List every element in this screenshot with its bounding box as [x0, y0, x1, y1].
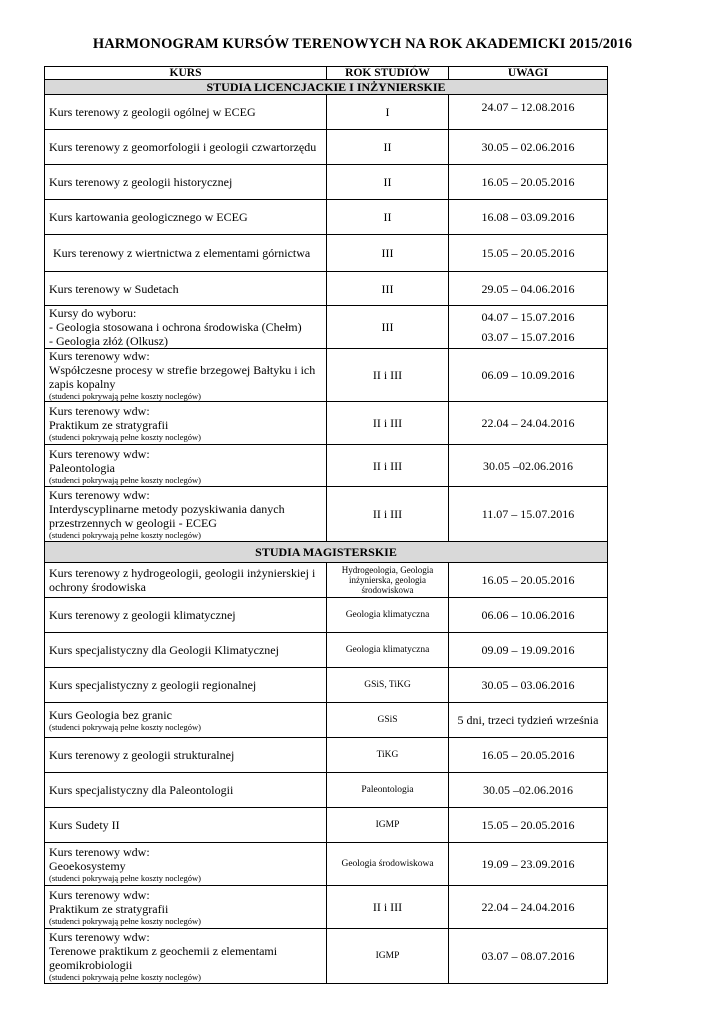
course-name: Kurs specjalistyczny dla Paleontologii [45, 773, 327, 808]
table-row [45, 598, 608, 633]
course-name-line: Kurs terenowy wdw: [49, 349, 150, 363]
course-note: (studenci pokrywają pełne koszty noclegów) [49, 391, 202, 401]
course-name [45, 843, 327, 886]
course-specialization: TiKG [327, 738, 449, 773]
table-row [45, 349, 608, 402]
course-dates: 06.06 – 10.06.2016 [449, 598, 608, 633]
course-year: II i III [327, 349, 449, 402]
course-name-line: Praktikum ze stratygrafii [49, 418, 169, 432]
course-name-line: - Geologia złóż (Olkusz) [49, 334, 168, 348]
course-name: Kurs terenowy z geomorfologii i geologii czwartorzędu [45, 130, 327, 165]
course-specialization: GSiS [327, 703, 449, 738]
course-note: (studenci pokrywają pełne koszty noclegów) [49, 916, 202, 926]
course-name: Kurs terenowy w Sudetach [45, 272, 327, 306]
table-row [45, 487, 608, 542]
course-year: II [327, 200, 449, 235]
table-row [45, 402, 608, 445]
course-year: III [327, 306, 449, 349]
course-name-line: Interdyscyplinarne metody pozyskiwania danych przestrzennych w geologii - ECEG [49, 502, 285, 530]
course-year: II i III [327, 886, 449, 929]
table-row [45, 165, 608, 200]
table-row [45, 272, 608, 306]
section-row [45, 80, 608, 95]
course-dates [449, 306, 608, 349]
course-dates: 22.04 – 24.04.2016 [449, 886, 608, 929]
section-title: STUDIA LICENCJACKIE I INŻYNIERSKIE [45, 80, 608, 95]
course-name [45, 402, 327, 445]
page-title: HARMONOGRAM KURSÓW TERENOWYCH NA ROK AKADEMICKI 2015/2016 [92, 36, 633, 52]
course-year: II i III [327, 487, 449, 542]
course-note: (studenci pokrywają pełne koszty noclegów) [49, 972, 202, 982]
section-title: STUDIA MAGISTERSKIE [45, 542, 608, 563]
course-name [45, 886, 327, 929]
course-name: Kurs kartowania geologicznego w ECEG [45, 200, 327, 235]
course-dates: 30.05 – 02.06.2016 [449, 130, 608, 165]
course-specialization: Hydrogeologia, Geologia inżynierska, geologia środowiskowa [327, 563, 449, 598]
course-dates: 15.05 – 20.05.2016 [449, 235, 608, 272]
course-name: Kurs specjalistyczny z geologii regionalnej [45, 668, 327, 703]
course-year: III [327, 272, 449, 306]
course-note: (studenci pokrywają pełne koszty noclegów) [49, 530, 202, 540]
course-dates: 30.05 –02.06.2016 [449, 445, 608, 487]
header-row [45, 67, 608, 80]
course-dates: 19.09 – 23.09.2016 [449, 843, 608, 886]
course-name [45, 445, 327, 487]
course-name-line: Współczesne procesy w strefie brzegowej Bałtyku i ich zapis kopalny [49, 363, 316, 391]
table-row [45, 668, 608, 703]
course-name-line: Kurs terenowy wdw: [49, 488, 150, 502]
table-row [45, 95, 608, 130]
course-name-line: Kursy do wyboru: [49, 306, 137, 320]
course-date-line: 04.07 – 15.07.2016 [481, 310, 575, 324]
section-row [45, 542, 608, 563]
course-note: (studenci pokrywają pełne koszty noclegów) [49, 432, 202, 442]
course-name: Kurs Sudety II [45, 808, 327, 843]
course-year: II i III [327, 445, 449, 487]
course-dates: 16.05 – 20.05.2016 [449, 738, 608, 773]
course-name [45, 703, 327, 738]
course-dates: 5 dni, trzeci tydzień września [449, 703, 608, 738]
course-name: Kurs terenowy z wiertnictwa z elementami górnictwa [45, 235, 327, 272]
table-row [45, 633, 608, 668]
course-specialization: Paleontologia [327, 773, 449, 808]
table-row [45, 886, 608, 929]
course-name-line: Kurs terenowy wdw: [49, 930, 150, 944]
header-rok: ROK STUDIÓW [327, 67, 449, 80]
course-dates: 30.05 –02.06.2016 [449, 773, 608, 808]
table-row [45, 703, 608, 738]
course-name: Kurs terenowy z hydrogeologii, geologii inżynierskiej i ochrony środowiska [45, 563, 327, 598]
course-name-line: Kurs terenowy wdw: [49, 404, 150, 418]
header-kurs: KURS [45, 67, 327, 80]
table-row [45, 130, 608, 165]
course-dates: 16.05 – 20.05.2016 [449, 165, 608, 200]
course-name-line: Paleontologia [49, 460, 115, 475]
table-row [45, 563, 608, 598]
course-dates: 15.05 – 20.05.2016 [449, 808, 608, 843]
table-row [45, 445, 608, 487]
course-dates: 16.08 – 03.09.2016 [449, 200, 608, 235]
course-specialization: Geologia środowiskowa [327, 843, 449, 886]
course-name-line: Kurs terenowy wdw: [49, 446, 150, 461]
course-date-line: 03.07 – 15.07.2016 [481, 330, 575, 344]
table-row [45, 200, 608, 235]
course-name-line: Kurs terenowy wdw: [49, 845, 150, 859]
course-specialization: Geologia klimatyczna [327, 633, 449, 668]
table-row [45, 843, 608, 886]
course-name-line: Kurs Geologia bez granic [49, 708, 172, 722]
course-name-line: Geoekosystemy [49, 859, 126, 873]
course-name: Kurs specjalistyczny dla Geologii Klimatycznej [45, 633, 327, 668]
course-name [45, 929, 327, 984]
table-row [45, 808, 608, 843]
table-row [45, 235, 608, 272]
course-name-line: Kurs terenowy wdw: [49, 888, 150, 902]
course-year: II [327, 165, 449, 200]
course-name: Kurs terenowy z geologii historycznej [45, 165, 327, 200]
course-name: Kurs terenowy z geologii strukturalnej [45, 738, 327, 773]
course-note: (studenci pokrywają pełne koszty noclegów) [49, 873, 202, 883]
course-dates: 30.05 – 03.06.2016 [449, 668, 608, 703]
table-row [45, 773, 608, 808]
course-dates: 06.09 – 10.09.2016 [449, 349, 608, 402]
course-dates: 09.09 – 19.09.2016 [449, 633, 608, 668]
schedule-table [44, 66, 608, 984]
course-specialization: Geologia klimatyczna [327, 598, 449, 633]
course-dates: 29.05 – 04.06.2016 [449, 272, 608, 306]
course-dates: 03.07 – 08.07.2016 [449, 929, 608, 984]
course-name: Kurs terenowy z geologii ogólnej w ECEG [45, 95, 327, 130]
course-year: II [327, 130, 449, 165]
course-note: (studenci pokrywają pełne koszty noclegów) [49, 474, 202, 485]
course-dates: 22.04 – 24.04.2016 [449, 402, 608, 445]
course-specialization: IGMP [327, 808, 449, 843]
course-specialization: IGMP [327, 929, 449, 984]
header-uwagi: UWAGI [449, 67, 608, 80]
course-dates: 11.07 – 15.07.2016 [449, 487, 608, 542]
table-row [45, 738, 608, 773]
course-name-line: - Geologia stosowana i ochrona środowiska (Chełm) [49, 320, 302, 334]
course-name [45, 306, 327, 349]
course-year: II i III [327, 402, 449, 445]
course-note: (studenci pokrywają pełne koszty noclegów) [49, 722, 202, 732]
table-row [45, 929, 608, 984]
course-name-line: Praktikum ze stratygrafii [49, 902, 169, 916]
course-dates: 24.07 – 12.08.2016 [449, 95, 608, 130]
course-name [45, 487, 327, 542]
table-row [45, 306, 608, 349]
course-name [45, 349, 327, 402]
course-specialization: GSiS, TiKG [327, 668, 449, 703]
course-year: I [327, 95, 449, 130]
course-name-line: Terenowe praktikum z geochemii z elementami geomikrobiologii [49, 944, 278, 972]
course-year: III [327, 235, 449, 272]
course-dates: 16.05 – 20.05.2016 [449, 563, 608, 598]
course-name: Kurs terenowy z geologii klimatycznej [45, 598, 327, 633]
